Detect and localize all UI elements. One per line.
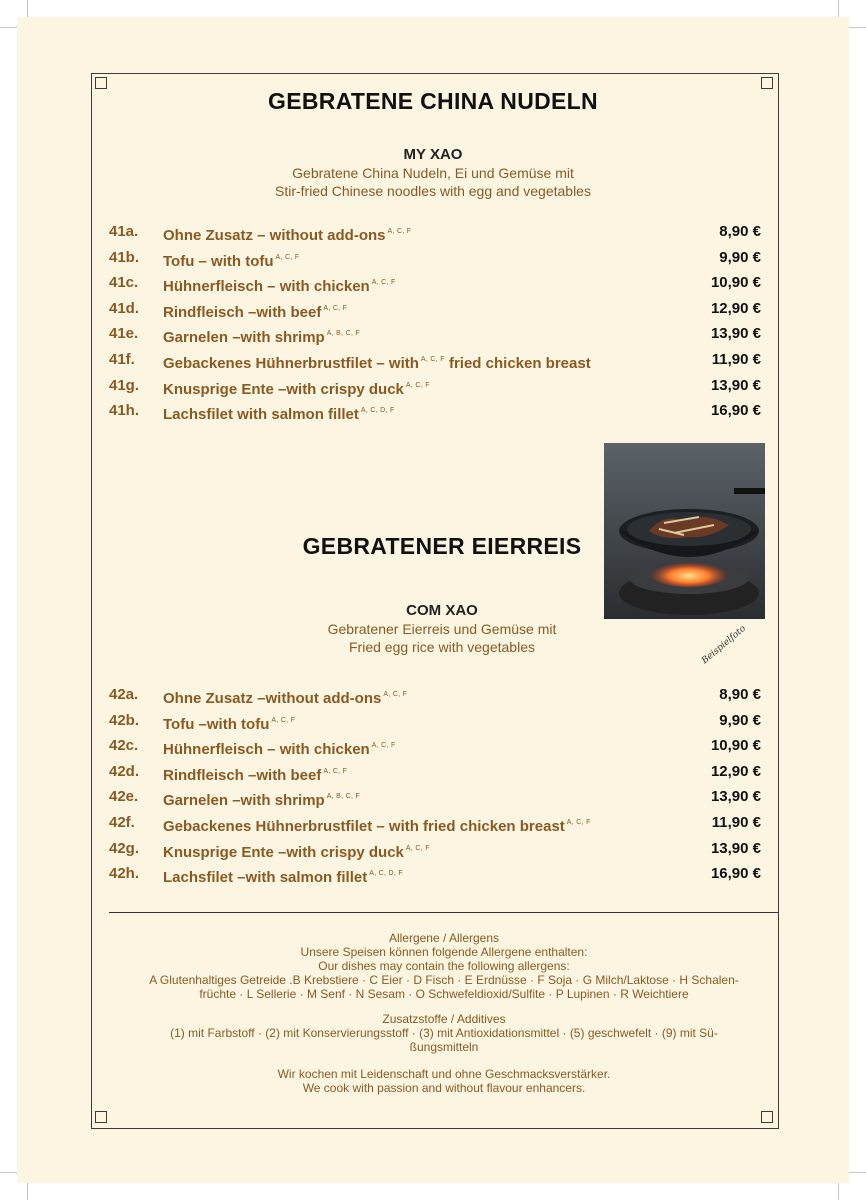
crop-mark: [838, 1182, 839, 1200]
menu-item: [109, 376, 761, 396]
footer-divider: [109, 912, 779, 913]
frame-corner: [95, 1111, 107, 1123]
allergen-codes: A, C, F: [405, 381, 430, 389]
item-description: Rindfleisch –with beef: [163, 766, 322, 784]
allergens-list: A Glutenhaltiges Getreide .B Krebstiere · C Eier · D Fisch · E Erdnüsse · F Soja · G Milch/Laktose · H Schalen-: [149, 973, 739, 987]
item-number: 41a.: [109, 223, 139, 240]
menu-item: [109, 248, 761, 268]
item-description: Ohne Zusatz –without add-ons: [163, 690, 382, 707]
allergen-codes: A, C, F: [420, 356, 445, 363]
allergen-codes: A, C, F: [275, 253, 300, 261]
allergens-intro-en: Our dishes may contain the following allergens:: [318, 959, 570, 973]
item-number: 41g.: [109, 376, 140, 394]
item-number: 42g.: [109, 839, 140, 857]
item-price: 12,90 €: [710, 762, 761, 780]
item-number: 41e.: [109, 325, 139, 343]
item-description: Ohne Zusatz – without add-ons: [163, 227, 386, 244]
item-price: 8,90 €: [719, 686, 761, 703]
photo-caption: Beispielfoto: [700, 623, 748, 667]
allergen-codes: A, C, F: [566, 819, 591, 826]
item-price: 9,90 €: [719, 248, 761, 266]
allergen-codes: A, C, D, F: [360, 407, 395, 415]
dish-description-de: Gebratene China Nudeln, Ei und Gemüse mit: [292, 165, 574, 181]
menu-item: [109, 350, 761, 370]
dish-description-en: Stir-fried Chinese noodles with egg and vegetables: [275, 183, 591, 199]
dish-description-de: Gebratener Eierreis und Gemüse mit: [327, 621, 557, 637]
menu-item: [109, 299, 761, 319]
menu-item: [109, 839, 761, 859]
additives-title: Zusatzstoffe / Additives: [382, 1012, 506, 1026]
item-description-continued: fried chicken breast: [448, 355, 591, 372]
allergen-codes: A, C, F: [383, 691, 408, 698]
menu-item: [109, 711, 761, 731]
crop-mark: [848, 27, 866, 28]
allergen-codes: A, C, F: [405, 844, 430, 852]
item-number: 42f.: [109, 814, 135, 831]
allergens-list-continued: früchte · L Sellerie · M Senf · N Sesam · O Schwefeldioxid/Sulfite · P Lupinen · R Weichtiere: [199, 987, 689, 1001]
allergen-codes: A, B, C, F: [326, 793, 361, 801]
menu-item: [109, 864, 761, 887]
item-price: 13,90 €: [710, 839, 761, 857]
allergen-codes: A, C, F: [371, 742, 396, 750]
section-title-rice: GEBRATENER EIERREIS: [302, 533, 582, 559]
item-number: 41c.: [109, 274, 139, 292]
allergen-codes: A, C, F: [387, 228, 412, 235]
allergens-title: Allergene / Allergens: [388, 931, 500, 945]
item-price: 13,90 €: [710, 325, 761, 343]
item-number: 41f.: [109, 351, 135, 368]
crop-mark: [848, 1172, 866, 1173]
allergen-codes: A, C, F: [323, 767, 348, 775]
menu-item: [109, 787, 761, 810]
menu-item: [109, 324, 761, 347]
item-description: Knusprige Ente –with crispy duck: [163, 843, 404, 861]
item-number: 42d.: [109, 762, 140, 780]
item-name: [163, 376, 430, 400]
item-price: 9,90 €: [719, 711, 761, 729]
item-name: [163, 324, 360, 348]
menu-item: [109, 222, 761, 242]
dish-intro-noodles: [0, 146, 866, 200]
crop-mark: [838, 0, 839, 18]
item-number: 42h.: [109, 865, 140, 883]
allergen-codes: A, C, F: [271, 716, 296, 724]
allergen-codes: A, C, F: [323, 304, 348, 312]
item-description: Rindfleisch –with beef: [163, 303, 322, 321]
allergens-intro-de: Unsere Speisen können folgende Allergene enthalten:: [300, 945, 588, 959]
item-price: 13,90 €: [710, 376, 761, 394]
crop-mark: [27, 1182, 28, 1200]
crop-mark: [27, 0, 28, 18]
item-description: Lachsfilet –with salmon fillet: [163, 869, 368, 887]
item-description: Gebackenes Hühnerbrustfilet – with: [163, 355, 419, 372]
item-description: Knusprige Ente –with crispy duck: [163, 380, 404, 398]
dish-intro-rice: [0, 602, 866, 656]
item-description: Garnelen –with shrimp: [163, 792, 325, 810]
item-price: 10,90 €: [710, 737, 761, 755]
item-description: Hühnerfleisch – with chicken: [163, 741, 370, 759]
menu-item: [109, 736, 761, 759]
item-name: [163, 685, 407, 709]
item-number: 41d.: [109, 299, 140, 317]
closing-de: Wir kochen mit Leidenschaft und ohne Geschmacksverstärker.: [277, 1067, 611, 1081]
item-name: [163, 248, 299, 272]
item-name: [163, 864, 403, 888]
item-number: 42c.: [109, 737, 139, 755]
item-name: [163, 222, 411, 246]
menu-item: [109, 273, 761, 296]
frame-corner: [761, 1111, 773, 1123]
item-description: Tofu – with tofu: [163, 252, 274, 270]
item-name: [163, 401, 395, 425]
item-price: 13,90 €: [710, 788, 761, 806]
item-name: [163, 787, 360, 811]
item-number: 42a.: [109, 686, 139, 703]
item-name: [163, 762, 347, 786]
dish-description-en: Fried egg rice with vegetables: [349, 639, 535, 655]
menu-item: [109, 685, 761, 705]
item-description: Garnelen –with shrimp: [163, 329, 325, 347]
dish-name: COM XAO: [406, 602, 478, 619]
section-title-noodles: GEBRATENE CHINA NUDELN: [268, 88, 598, 114]
item-description: Lachsfilet with salmon fillet: [163, 406, 359, 424]
item-price: 11,90 €: [711, 351, 761, 368]
item-description: Hühnerfleisch – with chicken: [163, 278, 370, 296]
item-name: [163, 350, 591, 374]
additives-list-continued: ßungsmitteln: [409, 1040, 479, 1054]
allergen-codes: A, C, D, F: [369, 870, 403, 878]
item-name: [163, 273, 396, 297]
menu-item: [109, 401, 761, 424]
item-name: [163, 813, 591, 837]
crop-mark: [0, 1172, 18, 1173]
additives-list: (1) mit Farbstoff · (2) mit Konservierungsstoff · (3) mit Antioxidationsmittel · (5) geschwefelt · (9) mit Sü-: [170, 1026, 718, 1040]
additives-info: [104, 1012, 784, 1054]
item-name: [163, 736, 396, 760]
menu-item: [109, 813, 761, 833]
item-number: 42b.: [109, 711, 140, 729]
item-number: 41h.: [109, 402, 140, 420]
item-name: [163, 299, 347, 323]
item-name: [163, 711, 295, 735]
closing-statement: [104, 1067, 784, 1095]
dish-name: MY XAO: [403, 146, 463, 163]
item-description: Tofu –with tofu: [163, 715, 270, 733]
item-price: 16,90 €: [710, 865, 761, 883]
item-price: 11,90 €: [711, 814, 761, 831]
item-price: 12,90 €: [710, 299, 761, 317]
item-number: 41b.: [109, 248, 140, 266]
item-number: 42e.: [109, 788, 139, 806]
item-description: Gebackenes Hühnerbrustfilet – with fried chicken breast: [163, 818, 565, 835]
allergens-info: [104, 931, 784, 1001]
menu-item: [109, 762, 761, 782]
wok-photo: [604, 443, 765, 619]
allergen-codes: A, B, C, F: [326, 330, 361, 338]
allergen-codes: A, C, F: [371, 279, 396, 287]
item-price: 16,90 €: [710, 402, 761, 420]
item-price: 8,90 €: [719, 223, 761, 240]
crop-mark: [0, 27, 18, 28]
item-price: 10,90 €: [710, 274, 761, 292]
closing-en: We cook with passion and without flavour enhancers.: [302, 1081, 586, 1095]
item-name: [163, 839, 430, 863]
